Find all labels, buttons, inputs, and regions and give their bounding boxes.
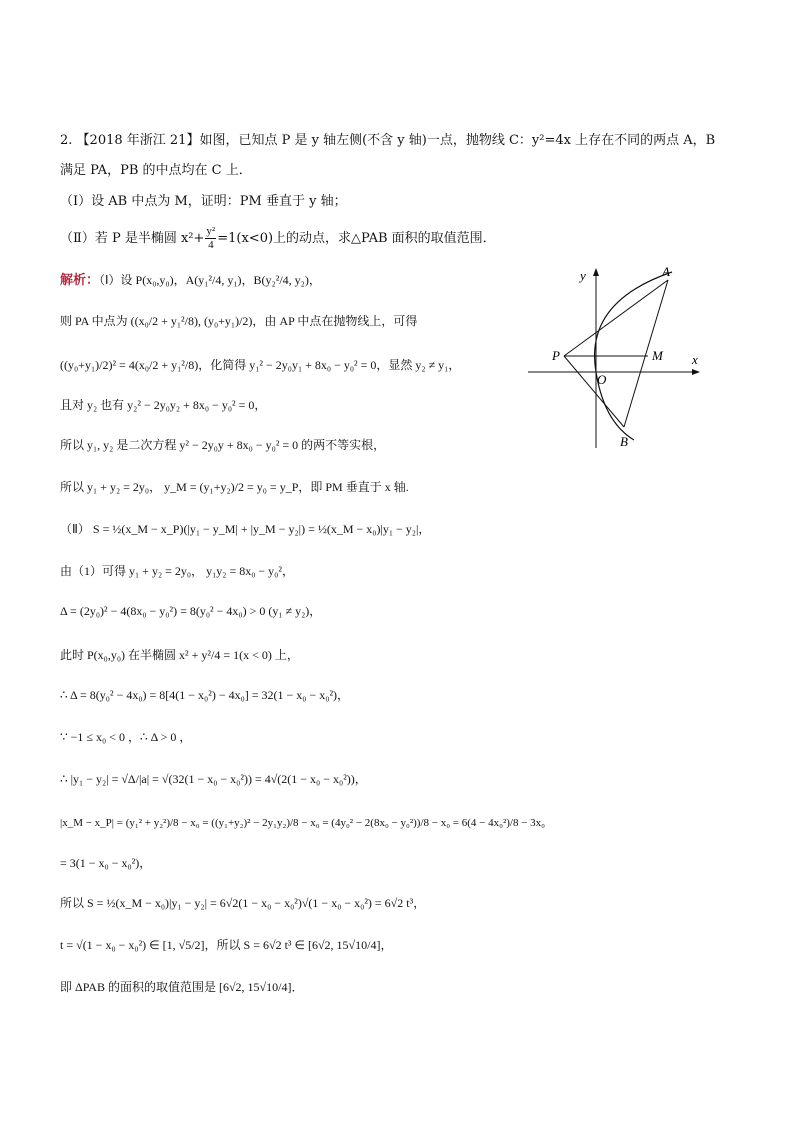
solution-line-7: （Ⅱ） S = ½(x_M − x_P)(|y₁ − y_M| + |y_M − y₂|) = ½(x_M − x₀)|y₁ − y₂|， [60, 522, 431, 536]
x-axis-arrow [692, 369, 700, 375]
solution-line-8: 由（1）可得 y₁ + y₂ = 2y₀， y₁y₂ = 8x₀ − y₀²， [60, 564, 294, 578]
geometry-figure [524, 262, 714, 452]
solution-line-15: = 3(1 − x₀ − x₀²)， [60, 856, 152, 870]
problem-line-1 [60, 132, 715, 150]
segment-PB [564, 356, 624, 427]
label-P: P [552, 348, 560, 363]
problem-line-2 [60, 162, 252, 180]
solution-line-6: 所以 y₁ + y₂ = 2y₀， y_M = (y₁+y₂)/2 = y₀ = y_P，即 PM 垂直于 x 轴. [60, 480, 409, 494]
solution-line-1: 解析：（Ⅰ）设 P(x₀,y₀)，A(y₁²/4, y₁)，B(y₂²/4, y₂)， [60, 273, 321, 288]
label-B: B [620, 434, 628, 449]
solution-line-12: ∵ −1 ≤ x₀ < 0 ，∴ Δ > 0 ， [60, 730, 192, 744]
solution-line-4: 且对 y₂ 也有 y₂² − 2y₀y₂ + 8x₀ − y₀² = 0， [60, 398, 267, 412]
solution-line-18: 即 ΔPAB 的面积的取值范围是 [6√2, 15√10/4]． [60, 980, 304, 994]
fraction-y2-over-4: $\frac{\text{y²}}{4}$ [206, 225, 216, 251]
solution-line-14: |x_M − x_P| = (y₁² + y₂²)/8 − x₀ = ((y₁+y₂)² − 2y₁y₂)/8 − x₀ = (4y₀² − 2(8x₀ − y₀²))/8 − x₀ = 6(4 − 4x₀²)/8 − 3x₀ [60, 817, 546, 829]
label-y: y [580, 268, 586, 283]
label-A: A [662, 264, 670, 279]
segment-PA [564, 280, 668, 356]
problem-stem-1: 如图，已知点 P 是 y 轴左侧(不含 y 轴)一点，抛物线 C：y²=4x 上存在不同的两点 A，B [199, 133, 716, 148]
solution-label: 解析： [60, 273, 100, 288]
problem-part-2: （Ⅱ）若 P 是半椭圆 x²+ $\frac{\text{y²}}{4}$ =1(x<0)上的动点，求△PAB 面积的取值范围． [60, 225, 496, 251]
problem-part-1: （Ⅰ）设 AB 中点为 M，证明：PM 垂直于 y 轴； [60, 194, 347, 209]
solution-line-17: t = √(1 − x₀ − x₀²) ∈ [1, √5/2]，所以 S = 6√2 t³ ∈ [6√2, 15√10/4]， [60, 938, 393, 952]
solution-line-10: 此时 P(x₀,y₀) 在半椭圆 x² + y²/4 = 1(x < 0) 上， [60, 648, 299, 662]
solution-line-16: 所以 S = ½(x_M − x₀)|y₁ − y₂| = 6√2(1 − x₀ − x₀²)√(1 − x₀ − x₀²) = 6√2 t³， [60, 896, 426, 910]
solution-line-13: ∴ |y₁ − y₂| = √Δ/|a| = √(32(1 − x₀ − x₀²)) = 4√(2(1 − x₀ − x₀²))， [60, 772, 367, 786]
problem-number: 2. [60, 133, 73, 148]
solution-line-5: 所以 y₁, y₂ 是二次方程 y² − 2y₀y + 8x₀ − y₀² = 0 的两不等实根， [60, 438, 386, 452]
solution-line-11: ∴ Δ = 8(y₀² − 4x₀) = 8[4(1 − x₀²) − 4x₀] = 32(1 − x₀ − x₀²)， [60, 688, 350, 702]
problem-source: 【2018 年浙江 21】 [76, 133, 200, 148]
solution-line-2: 则 PA 中点为 ((x₀/2 + y₁²/8), (y₀+y₁)/2)，由 AP 中点在抛物线上，可得 [60, 314, 418, 328]
label-x: x [692, 352, 698, 367]
y-axis-arrow [593, 268, 599, 276]
solution-line-9: Δ = (2y₀)² − 4(8x₀ − y₀²) = 8(y₀² − 4x₀) > 0 (y₁ ≠ y₂)， [60, 604, 322, 618]
label-O: O [597, 372, 607, 387]
label-M: M [652, 348, 663, 363]
solution-line-3: ((y₀+y₁)/2)² = 4(x₀/2 + y₁²/8)，化简得 y₁² − 2y₀y₁ + 8x₀ − y₀² = 0，显然 y₂ ≠ y₁， [60, 358, 461, 372]
problem-stem-2: 满足 PA，PB 的中点均在 C 上． [60, 163, 252, 178]
